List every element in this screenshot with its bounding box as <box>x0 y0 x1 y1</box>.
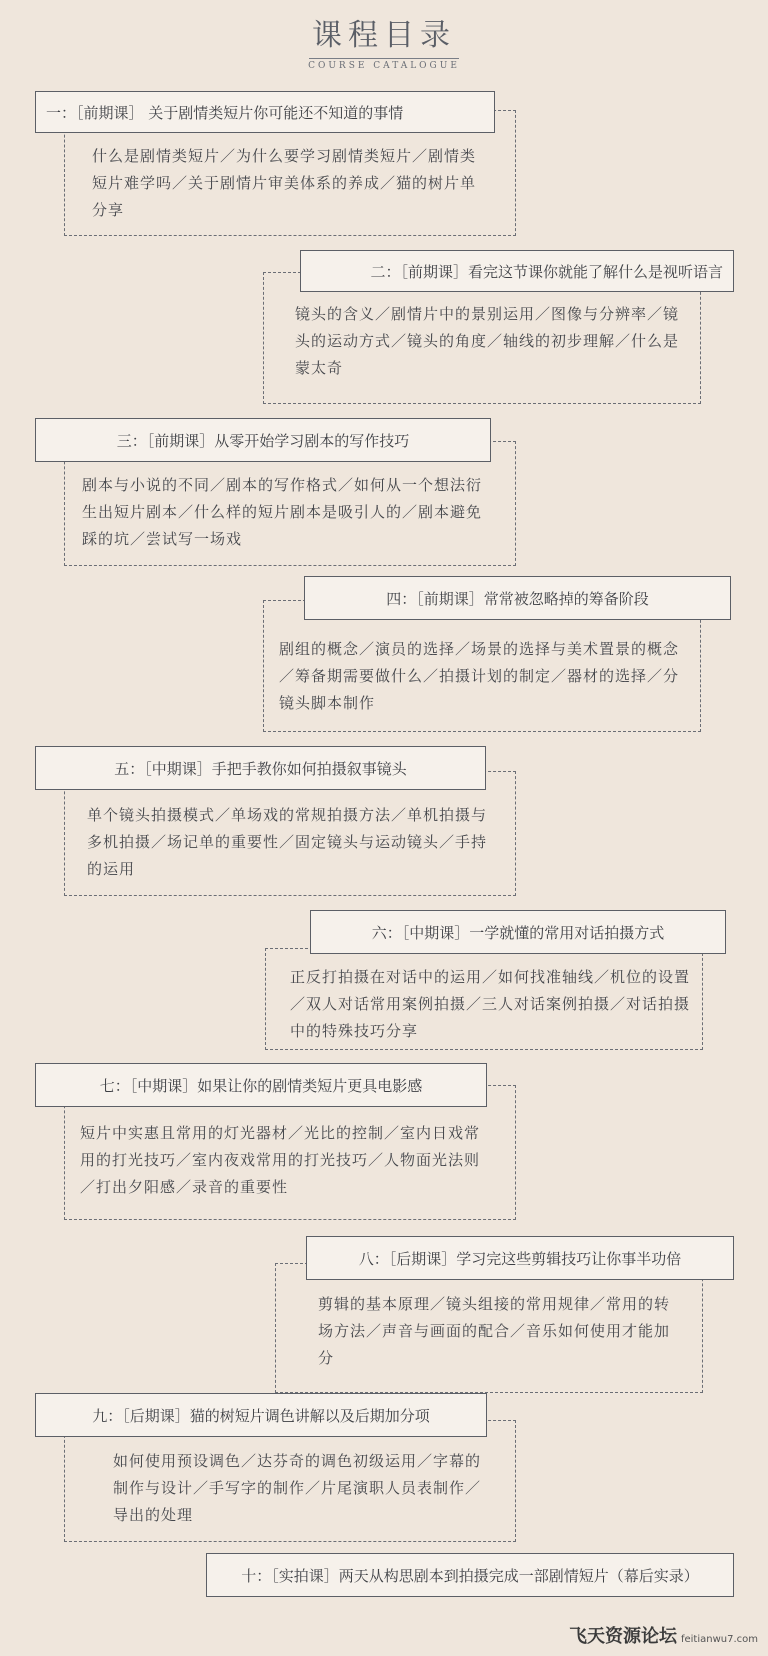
lesson-10-title-box <box>206 1553 734 1597</box>
lesson-3-title-box <box>35 418 491 462</box>
catalogue-header <box>0 10 768 71</box>
lesson-6-title-box <box>310 910 726 954</box>
lesson-3-description: 剧本与小说的不同／剧本的写作格式／如何从一个想法衍生出短片剧本／什么样的短片剧本是吸引人的／剧本避免踩的坑／尝试写一场戏 <box>82 476 483 548</box>
lesson-2-title-box <box>300 250 734 292</box>
lesson-3-title: 三：［前期课］从零开始学习剧本的写作技巧 <box>116 431 410 450</box>
page-subtitle: COURSE CATALOGUE <box>308 61 460 71</box>
title-divider <box>309 58 459 59</box>
lesson-9-description: 如何使用预设调色／达芬奇的调色初级运用／字幕的制作与设计／手写字的制作／片尾演职人员表制作／导出的处理 <box>113 1452 482 1524</box>
lesson-7-description: 短片中实惠且常用的灯光器材／光比的控制／室内日戏常用的打光技巧／室内夜戏常用的打光技巧／人物面光法则／打出夕阳感／录音的重要性 <box>80 1124 481 1196</box>
lesson-6-description: 正反打拍摄在对话中的运用／如何找准轴线／机位的设置／双人对话常用案例拍摄／三人对话案例拍摄／对话拍摄中的特殊技巧分享 <box>290 968 691 1040</box>
watermark-text: 飞天资源论坛 <box>568 1626 677 1647</box>
lesson-5-title: 五：［中期课］手把手教你如何拍摄叙事镜头 <box>114 759 407 778</box>
watermark-domain: feitianwu7.com <box>680 1634 758 1645</box>
lesson-4-title-box <box>304 576 731 620</box>
lesson-7-title-box <box>35 1063 487 1107</box>
lesson-2-description: 镜头的含义／剧情片中的景别运用／图像与分辨率／镜头的运动方式／镜头的角度／轴线的初步理解／什么是蒙太奇 <box>295 305 680 377</box>
lesson-9-title: 九：［后期课］猫的树短片调色讲解以及后期加分项 <box>92 1406 430 1425</box>
lesson-6-title: 六：［中期课］一学就懂的常用对话拍摄方式 <box>371 923 665 942</box>
lesson-4-title: 四：［前期课］常常被忽略掉的筹备阶段 <box>386 589 649 608</box>
page-title: 课程目录 <box>312 18 456 53</box>
lesson-1-title: 一：［前期课］ 关于剧情类短片你可能还不知道的事情 <box>46 103 404 122</box>
lesson-4-description: 剧组的概念／演员的选择／场景的选择与美术置景的概念／筹备期需要做什么／拍摄计划的制定／器材的选择／分镜头脚本制作 <box>279 640 680 712</box>
lesson-8-title-box <box>306 1236 734 1280</box>
lesson-2-title: 二：［前期课］看完这节课你就能了解什么是视听语言 <box>370 262 723 281</box>
lesson-1-title-box <box>35 91 495 133</box>
lesson-9-title-box <box>35 1393 487 1437</box>
lesson-7-title: 七：［中期课］如果让你的剧情类短片更具电影感 <box>99 1076 423 1095</box>
lesson-8-title: 八：［后期课］学习完这些剪辑技巧让你事半功倍 <box>358 1249 682 1268</box>
lesson-10-title: 十：［实拍课］两天从构思剧本到拍摄完成一部剧情短片（幕后实录） <box>241 1566 699 1585</box>
lesson-1-description: 什么是剧情类短片／为什么要学习剧情类短片／剧情类短片难学吗／关于剧情片审美体系的养成／猫的树片单分享 <box>92 147 477 219</box>
lesson-5-description: 单个镜头拍摄模式／单场戏的常规拍摄方法／单机拍摄与多机拍摄／场记单的重要性／固定镜头与运动镜头／手持的运用 <box>87 806 488 878</box>
site-watermark <box>569 1622 758 1648</box>
lesson-5-title-box <box>35 746 486 790</box>
lesson-8-description: 剪辑的基本原理／镜头组接的常用规律／常用的转场方法／声音与画面的配合／音乐如何使用才能加分 <box>318 1295 671 1367</box>
